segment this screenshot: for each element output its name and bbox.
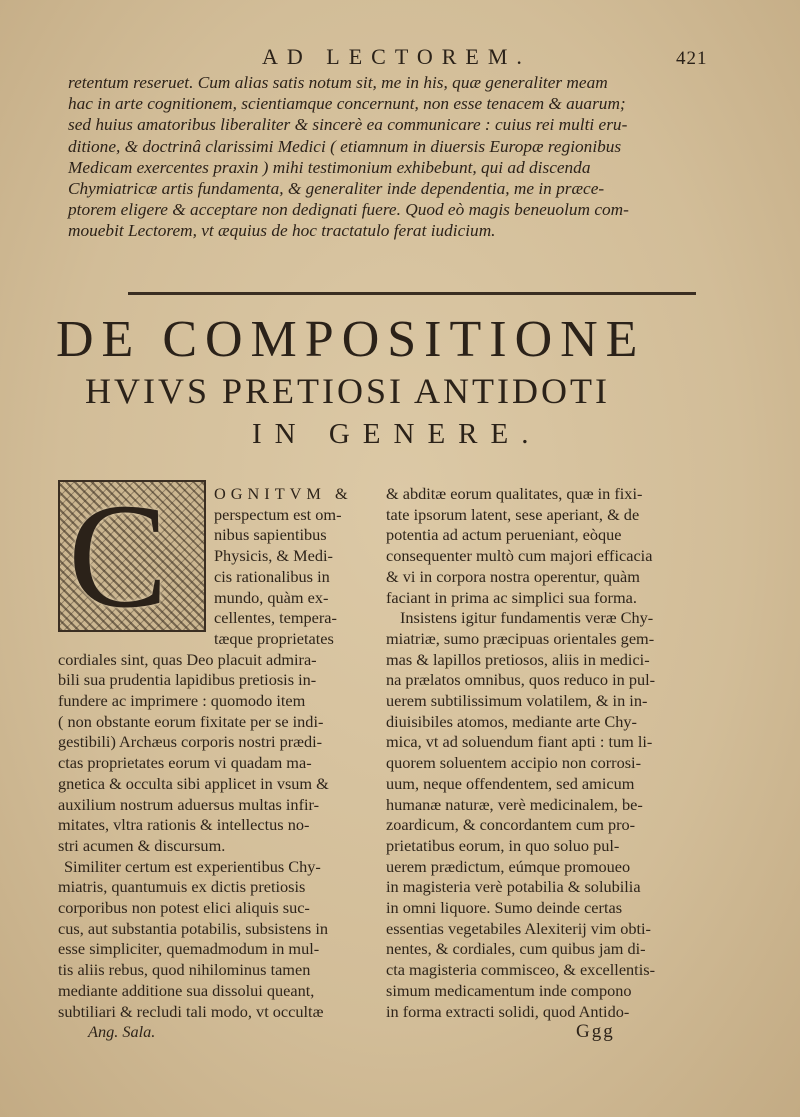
- column-line: cus, aut substantia potabilis, subsistens in: [58, 918, 328, 938]
- column-line: cordiales sint, quas Deo placuit admira-: [58, 649, 317, 669]
- preface-line: retentum reseruet. Cum alias satis notum sit, me in his, quæ generaliter meam: [68, 73, 608, 92]
- section-divider-rule: [128, 292, 696, 295]
- catchword: Ang. Sala.: [88, 1022, 156, 1042]
- column-line: stri acumen & discursum.: [58, 835, 226, 855]
- initial-letter: C: [68, 473, 169, 639]
- column-line: tis aliis rebus, quod nihilominus tamen: [58, 960, 311, 980]
- column-line: auxilium nostrum aduersus multas infir-: [58, 794, 320, 814]
- preface-line: mouebit Lectorem, vt æquius de hoc tractatulo ferat iudicium.: [68, 221, 496, 241]
- column-line: Physicis, & Medi-: [214, 546, 333, 566]
- column-line: mundo, quàm ex-: [214, 587, 329, 607]
- column-line: prietatibus eorum, in quo soluo pul-: [386, 835, 620, 855]
- column-line: corporibus non potest elici aliquis suc-: [58, 898, 310, 918]
- column-line: cis rationalibus in: [214, 566, 330, 586]
- column-line: na prælatos omnibus, quos reduco in pul-: [386, 670, 656, 690]
- column-line: ctas proprietates eorum vi quadam ma-: [58, 753, 312, 773]
- column-line: in forma extracti solidi, quod Antido-: [386, 1001, 630, 1021]
- column-line: nibus sapientibus: [214, 525, 327, 545]
- column-line: miatriæ, sumo præcipuas orientales gem-: [386, 628, 655, 648]
- column-line: tæque proprietates: [214, 628, 334, 648]
- column-line: mediante additione sua dissolui queant,: [58, 980, 315, 1000]
- running-head: [0, 44, 800, 74]
- preface-line: sed huius amatoribus liberaliter & sincerè ea communicare : cuius rei multi eru-: [68, 115, 628, 135]
- column-line: in magisteria verè potabilia & solubilia: [386, 877, 641, 897]
- preface-line: Chymiatricæ artis fundamenta, & generaliter inde dependentia, me in præce-: [68, 179, 605, 199]
- column-line: Similiter certum est experientibus Chy-: [64, 856, 321, 876]
- column-line: subtiliari & recludi tali modo, vt occultæ: [58, 1001, 324, 1021]
- running-title: AD LECTOREM.: [262, 44, 531, 69]
- column-line: uerem prædictum, eúmque promoueo: [386, 856, 631, 876]
- signature-mark: Ggg: [576, 1021, 615, 1043]
- column-line: & vi in corpora nostra operentur, quàm: [386, 566, 640, 586]
- preface-line: hac in arte cognitionem, scientiamque concernunt, non esse tenacem & auarum;: [68, 94, 626, 114]
- column-line: mitates, vltra rationis & intellectus no-: [58, 815, 310, 835]
- column-line: cta magisteria commisceo, & excellentis-: [386, 960, 655, 980]
- column-line: gestibili) Archæus corporis nostri prædi-: [58, 732, 323, 752]
- preface-line: ptorem eligere & acceptare non dedignati fuere. Quod eò magis beneuolum com-: [68, 200, 629, 220]
- column-line: esse simpliciter, quemadmodum in mul-: [58, 939, 320, 959]
- column-line: tate ipsorum latent, sese aperiant, & de: [386, 504, 640, 524]
- preface-line: Medicam exercentes praxin ) mihi testimonium exhibebunt, qui ad discenda: [68, 157, 591, 177]
- text-column-right: [386, 484, 706, 1043]
- column-line: mas & lapillos pretiosos, aliis in medici-: [386, 649, 650, 669]
- column-line: perspectum est om-: [214, 504, 342, 524]
- column-line: faciant in prima ac simplici sua forma.: [386, 587, 637, 607]
- column-line: miatris, quantumuis ex dictis pretiosis: [58, 877, 306, 897]
- column-line: in omni liquore. Sumo deinde certas: [386, 898, 623, 918]
- chapter-subtitle: HVIVS PRETIOSI ANTIDOTI: [85, 371, 610, 411]
- column-line: humanæ naturæ, verè medicinalem, be-: [386, 794, 643, 814]
- preface-line: ditione, & doctrinâ clarissimi Medici ( etiamnum in diuersis Europæ regionibus: [68, 136, 622, 156]
- column-line: & abditæ eorum qualitates, quæ in fixi-: [386, 484, 643, 503]
- column-line: simum medicamentum inde compono: [386, 980, 632, 1000]
- column-line: bili sua prudentia lapidibus pretiosis in-: [58, 670, 317, 690]
- column-line: mica, vt ad soluendum fiant apti : tum li-: [386, 732, 653, 752]
- page-number: 421: [676, 48, 708, 69]
- column-line: diuisibiles atomos, mediante arte Chy-: [386, 711, 637, 731]
- column-line: uerem subtilissimum volatilem, & in in-: [386, 691, 648, 711]
- text-column-left: [58, 484, 363, 1043]
- chapter-title: DE COMPOSITIONE: [56, 311, 646, 368]
- column-line: gnetica & occulta sibi applicet in vsum &: [58, 773, 329, 793]
- chapter-subtitle-line2: IN GENERE.: [252, 418, 542, 450]
- column-line: ( non obstante eorum fixitate per se indi-: [58, 711, 324, 731]
- column-line: fundere ac imprimere : quomodo item: [58, 691, 306, 711]
- column-line: potentia ad actum perueniant, eòque: [386, 525, 622, 545]
- column-line: cellentes, tempera-: [214, 608, 337, 628]
- column-line: Insistens igitur fundamentis veræ Chy-: [400, 608, 654, 628]
- column-line: essentias vegetabiles Alexiterij vim obti-: [386, 918, 651, 938]
- column-line: OGNITVM &: [214, 484, 353, 503]
- column-line: consequenter multò cum majori efficacia: [386, 546, 653, 566]
- preface-paragraph: [68, 72, 738, 242]
- column-line: nentes, & cordiales, cum quibus jam di-: [386, 939, 646, 959]
- column-line: zoardicum, & concordantem cum pro-: [386, 815, 636, 835]
- column-line: quorem soluentem accipio non corrosi-: [386, 753, 641, 773]
- column-line: uum, neque offendentem, sed amicum: [386, 773, 635, 793]
